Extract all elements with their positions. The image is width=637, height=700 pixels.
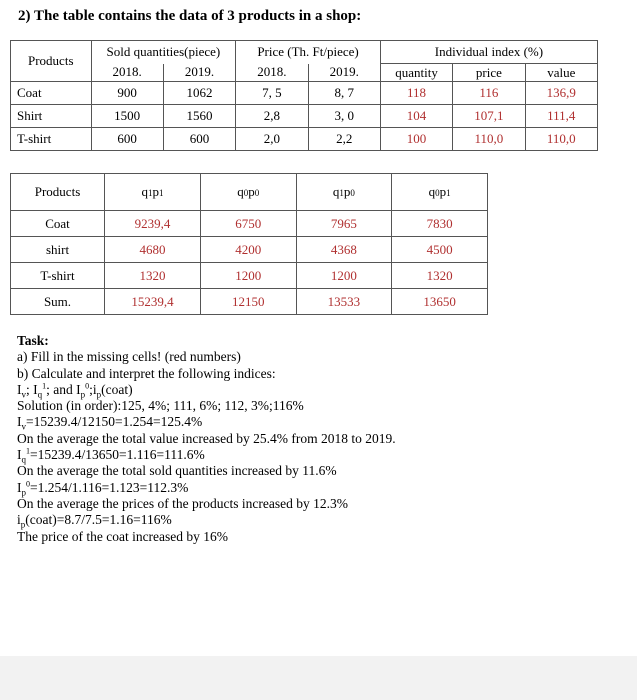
cell: 2,8 bbox=[236, 105, 308, 128]
header-q1p1: q1p1 bbox=[105, 174, 201, 211]
subheader-q2019: 2019. bbox=[163, 64, 235, 82]
cell: 3, 0 bbox=[308, 105, 380, 128]
cell: 8, 7 bbox=[308, 82, 380, 105]
header-q1p0: q1p0 bbox=[296, 174, 392, 211]
cell-computed: 13533 bbox=[296, 289, 392, 315]
cell-computed: 107,1 bbox=[453, 105, 525, 128]
product-name: Coat bbox=[11, 211, 105, 237]
iv-formula: $I_v=15239.4/12150=1.254=125.4\%$ bbox=[17, 414, 203, 433]
cell: 1560 bbox=[163, 105, 235, 128]
header-products: Products bbox=[11, 174, 105, 211]
cell-computed: 4368 bbox=[296, 237, 392, 263]
table-row bbox=[11, 237, 488, 263]
header-q0p1: q0p1 bbox=[392, 174, 488, 211]
cell-computed: 4500 bbox=[392, 237, 488, 263]
cell-computed: 12150 bbox=[200, 289, 296, 315]
cell: 900 bbox=[91, 82, 163, 105]
iq-formula: $I_q^1=15239.4/13650=1.116=111.6\%$ bbox=[17, 446, 205, 465]
cell-computed: 15239,4 bbox=[105, 289, 201, 315]
ip-formula: $I_p^0=1.254/1.116=1.123=112.3\%$ bbox=[17, 479, 189, 498]
product-name: T-shirt bbox=[11, 263, 105, 289]
ip-interpretation: On the average the prices of the products increased by 12.3% bbox=[17, 495, 349, 511]
table-row bbox=[11, 105, 598, 128]
table-row bbox=[11, 211, 488, 237]
product-name: shirt bbox=[11, 237, 105, 263]
task-section bbox=[17, 333, 396, 545]
header-products: Products bbox=[11, 41, 92, 82]
cell: 1500 bbox=[91, 105, 163, 128]
solution-line: Solution (in order):125, 4%; 111, 6%; 112, 3%;116% bbox=[17, 398, 304, 414]
cell: 600 bbox=[91, 128, 163, 151]
subheader-quantity: quantity bbox=[380, 64, 452, 82]
icoat-interpretation: The price of the coat increased by 16% bbox=[17, 528, 229, 544]
cell-computed: 4200 bbox=[200, 237, 296, 263]
cell-computed: 136,9 bbox=[525, 82, 597, 105]
cell: 7, 5 bbox=[236, 82, 308, 105]
iv-interpretation: On the average the total value increased by 25.4% from 2018 to 2019. bbox=[17, 430, 396, 446]
icoat-formula: $i_p(coat)=8.7/7.5=1.16=116\%$ bbox=[17, 512, 172, 530]
cell-computed: 1200 bbox=[296, 263, 392, 289]
cell-computed: 104 bbox=[380, 105, 452, 128]
product-data-table bbox=[10, 40, 598, 151]
task-b: b) Calculate and interpret the following indices: bbox=[17, 365, 276, 381]
cell-computed: 6750 bbox=[200, 211, 296, 237]
cell-computed: 1320 bbox=[392, 263, 488, 289]
cell-computed: 1320 bbox=[105, 263, 201, 289]
table-row bbox=[11, 128, 598, 151]
subheader-p2019: 2019. bbox=[308, 64, 380, 82]
header-price: Price (Th. Ft/piece) bbox=[236, 41, 381, 64]
table-row bbox=[11, 289, 488, 315]
cell-computed: 118 bbox=[380, 82, 452, 105]
cell-computed: 1200 bbox=[200, 263, 296, 289]
subheader-p2018: 2018. bbox=[236, 64, 308, 82]
problem-heading: 2) The table contains the data of 3 products in a shop: bbox=[18, 8, 362, 24]
cell: 2,0 bbox=[236, 128, 308, 151]
cell: 2,2 bbox=[308, 128, 380, 151]
iq-interpretation: On the average the total sold quantities increased by 11.6% bbox=[17, 463, 337, 479]
cell-computed: 110,0 bbox=[525, 128, 597, 151]
product-name: T-shirt bbox=[11, 128, 92, 151]
table-row bbox=[11, 263, 488, 289]
product-name: Shirt bbox=[11, 105, 92, 128]
subheader-price: price bbox=[453, 64, 525, 82]
page-footer-band bbox=[0, 656, 637, 700]
product-name: Sum. bbox=[11, 289, 105, 315]
task-indices: $I_v$; $I_q^1$; and $I_p^0;i_p(coat)$ bbox=[17, 381, 133, 400]
cell: 600 bbox=[163, 128, 235, 151]
cell-computed: 110,0 bbox=[453, 128, 525, 151]
cell: 1062 bbox=[163, 82, 235, 105]
task-a: a) Fill in the missing cells! (red numbers) bbox=[17, 349, 241, 365]
product-name: Coat bbox=[11, 82, 92, 105]
aggregate-value-table bbox=[10, 173, 488, 315]
header-sold-quantities: Sold quantities(piece) bbox=[91, 41, 236, 64]
cell-computed: 7965 bbox=[296, 211, 392, 237]
cell-computed: 7830 bbox=[392, 211, 488, 237]
header-individual-index: Individual index (%) bbox=[380, 41, 597, 64]
cell-computed: 13650 bbox=[392, 289, 488, 315]
table-row bbox=[11, 82, 598, 105]
task-title: Task: bbox=[17, 333, 49, 348]
cell-computed: 4680 bbox=[105, 237, 201, 263]
cell-computed: 100 bbox=[380, 128, 452, 151]
cell-computed: 111,4 bbox=[525, 105, 597, 128]
cell-computed: 9239,4 bbox=[105, 211, 201, 237]
subheader-q2018: 2018. bbox=[91, 64, 163, 82]
header-q0p0: q0p0 bbox=[200, 174, 296, 211]
cell-computed: 116 bbox=[453, 82, 525, 105]
subheader-value: value bbox=[525, 64, 597, 82]
